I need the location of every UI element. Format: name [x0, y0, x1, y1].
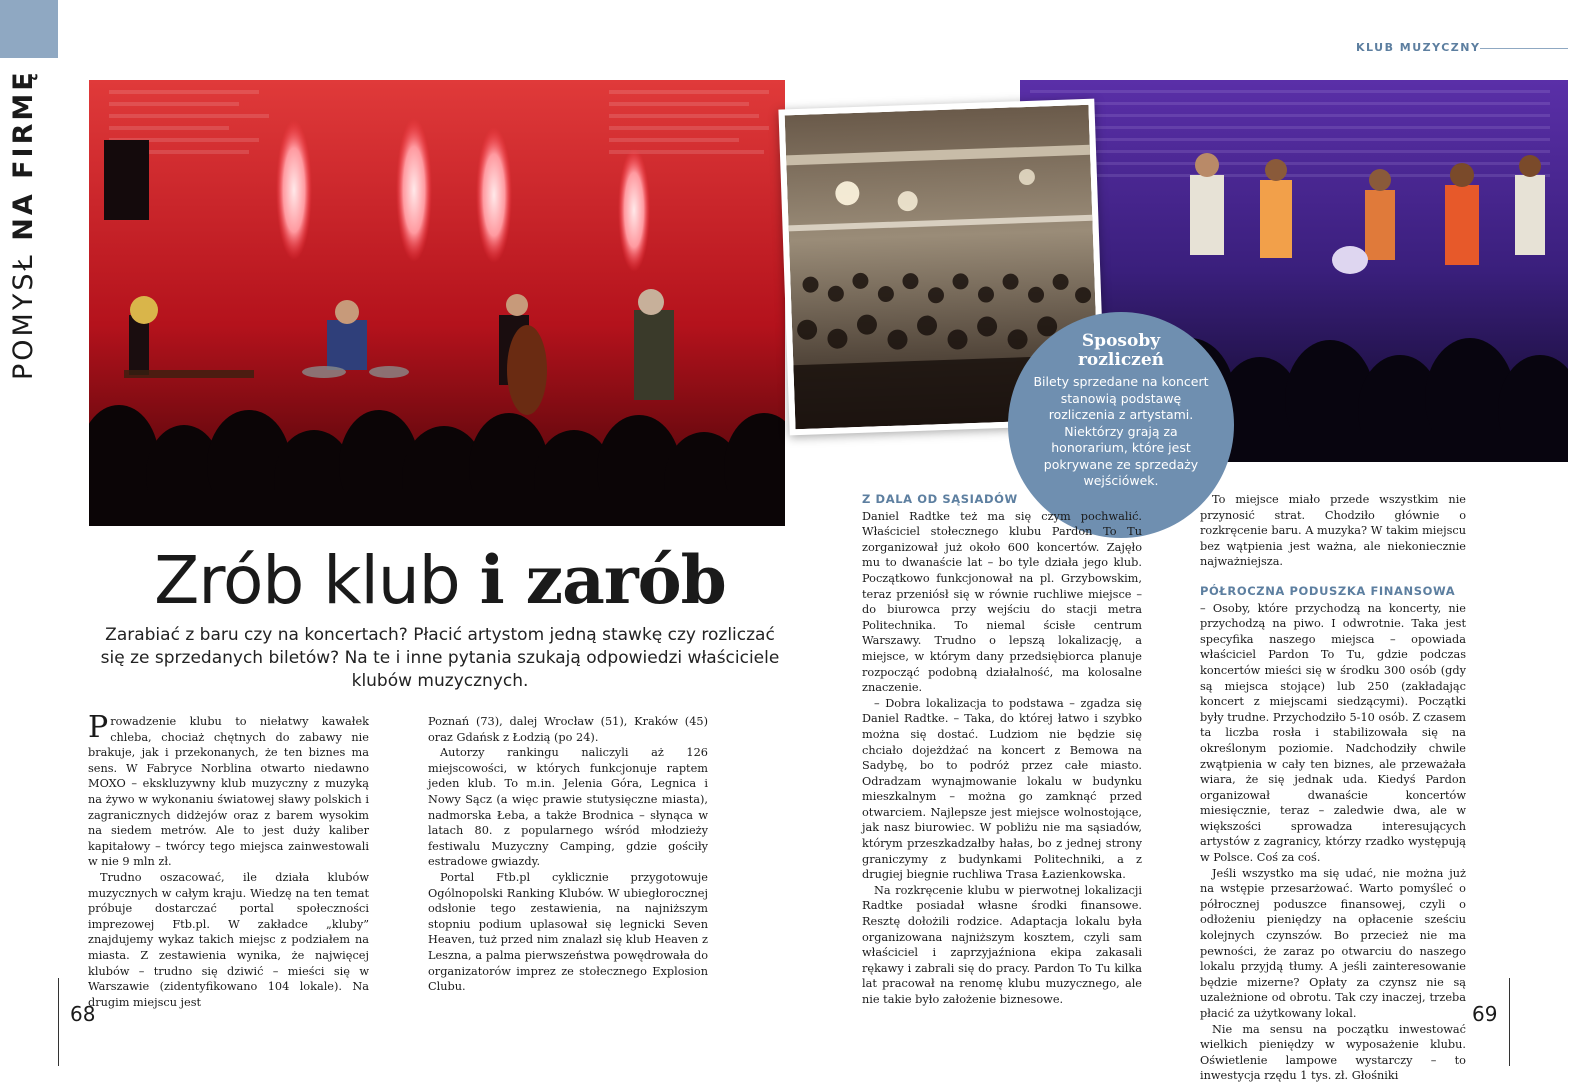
paragraph: Daniel Radtke też ma się czym pochwalić. Właściciel stołecznego klubu Pardon To Tu zorganizował już około 600 koncertów. Zajęło mu to dwanaście lat – bo tyle działa jego klub. Początkowo funkcjonował na pl. Grzybowskim, teraz przeniósł się w równie ruchliwe miejsce – do biurowca przy wejściu do stacji metra Politechnika. To niemal ścisłe centrum Warszawy. Trudno o lepszą lokalizację, a miejsce, w którym dany przedsiębiorca planuje rozpocząć podobną działalność, ma kolosalne znaczenie. [862, 509, 1142, 695]
page-number-left: 68 [70, 1002, 96, 1026]
footer-rule-left [58, 978, 59, 1066]
callout-text: Bilety sprzedane na koncert stanowią podstawę rozliczenia z artystami. Niektórzy grają za honorarium, które jest pokrywane ze sprzedaży wejściówek. [1033, 374, 1209, 488]
paragraph: Nie ma sensu na początku inwestować wielkich pieniędzy w wyposażenie klubu. Oświetlenie lampowe wystarczy – to inwestycja rzędu 1 tys. zł. Głośniki [1200, 1022, 1466, 1083]
section-side-label-bold: NA FIRMĘ [8, 69, 39, 241]
paragraph: Na rozkręcenie klubu w pierwotnej lokalizacji Radtke posiadał własne środki finansowe. Resztę dołożili rodzice. Adaptacja lokalu była organizowana najniższym kosztem, czyli sam właściciel i zaprzyjaźniona ekipa zakasali rękawy i zabrali się do pracy. Pardon To Tu kilka lat pracował na renomę klubu muzycznego, ale nie takie było założenie biznesowe. [862, 883, 1142, 1006]
paragraph: – Osoby, które przychodzą na koncerty, nie przychodzą na piwo. I odwrotnie. Taka jest specyfika naszego miejsca – opowiada właściciel Pardon To Tu, gdzie podczas koncertów mieści się w środku 300 osób (gdy są miejsca stojące) lub 250 (zakładając koncert z miejscami siedzącymi). Początki były trudne. Przychodziło 5-10 osób. Z czasem ta liczba rosła i stabilizowała się na określonym poziomie. Nadchodziły chwile zwątpienia w cały ten biznes, ale przeważała wiara, że się jednak uda. Kiedyś Pardon organizował dwanaście koncertów miesięcznie, teraz – zaledwie dwa, ale w większości sprowadza interesujących artystów z zagranicy, którzy rzadko występują w Polsce. Coś za coś. [1200, 601, 1466, 865]
article-column-4 [1200, 492, 1466, 1084]
article-column-3 [862, 492, 1142, 1008]
paragraph: Jeśli wszystko ma się udać, nie można już na wstępie przesarżować. Warto pomyśleć o półrocznej poduszce finansowej, czyli o odłożeniu pieniędzy na opłacenie sześciu kolejnych czynszów. Bo przecież nie ma pewności, że zaraz po otwarciu do naszego lokalu przyjdą tłumy. A jeśli zainteresowanie będzie mizerne? Opłaty za czynsz nie są uzależnione od obrotu. Tak czy inaczej, trzeba płacić za użytkowany lokal. [1200, 866, 1466, 1020]
article-lede: Zarabiać z baru czy na koncertach? Płacić artystom jedną stawkę czy rozliczać się ze sprzedanych biletów? Na te i inne pytania szukają odpowiedzi właściciele klubów muzycznych. [100, 625, 780, 691]
section-rule [1480, 48, 1568, 49]
article-column-2 [428, 714, 708, 995]
paragraph: Autorzy rankingu naliczyli aż 126 miejscowości, w których funkcjonuje raptem jeden klub. To m.in. Jelenia Góra, Legnica i Nowy Sącz (a więc prawie stutysięczne miasta), nadmorska Łeba, a także Brodnica – słynąca w latach 80. z popularnego wśród młodzieży festiwalu Muzyczny Camping, gdzie gościły estradowe gwiazdy. [428, 746, 708, 869]
article-headline [90, 540, 790, 621]
section-tag: KLUB MUZYCZNY [1356, 41, 1481, 54]
page-number-right: 69 [1472, 1002, 1498, 1026]
section-side-label-thin: POMYSŁ [8, 240, 39, 380]
paragraph: – Dobra lokalizacja to podstawa – zgadza się Daniel Radtke. – Taka, do której łatwo i szybko można się dostać. Ludziom nie będzie się chciało dojeżdżać na koncert z Bemowa na Sadybę, bo to podróż przez całe miasto. Odradzam wynajmowanie lokalu w budynku mieszkalnym – można go zamknąć przed otwarciem. Najlepsze jest miejsce wolnostojące, jak nasz biurowiec. W pobliżu nie ma sąsiadów, którym przeszkadzałby hałas, bo z jednej strony graniczymy z budynkami Politechniki, a z drugiej biegnie ruchliwa Trasa Łazienkowska. [862, 696, 1142, 882]
article-column-1 [88, 710, 369, 1010]
drop-cap: P [88, 710, 109, 745]
subheading: Z DALA OD SĄSIADÓW [862, 492, 1018, 506]
footer-rule-right [1509, 978, 1510, 1066]
subheading: PÓŁROCZNA PODUSZKA FINANSOWA [1200, 583, 1456, 598]
headline-light: Zrób klub [154, 542, 480, 619]
paragraph: Poznań (73), dalej Wrocław (51), Kraków (45) oraz Gdańsk z Łodzią (po 24). [428, 715, 708, 744]
paragraph [88, 710, 369, 870]
concert-photo-red-stage [89, 80, 785, 526]
headline-bold: i zarób [479, 541, 726, 619]
paragraph: Portal Ftb.pl cyklicznie przygotowuje Ogólnopolski Ranking Klubów. W ubiegłorocznej odsłonie tego zestawienia, na najniższym stopniu podium uplasował się legnicki Seven Heaven, tuż przed nim znalazł się klub Heaven z Leszna, a palma pierwszeństwa powędrowała do organizatorów imprez ze stołecznego Explosion Clubu. [428, 870, 708, 994]
section-side-label [8, 69, 39, 380]
callout-title: Sposoby rozliczeń [1077, 331, 1165, 370]
section-color-tab [0, 0, 58, 58]
paragraph-text: rowadzenie klubu to niełatwy kawałek chleba, chociaż chętnych do zabawy nie brakuje, jak i przekonanych, że ten biznes ma sens. W Fabryce Norblina otwarto niedawno MOXO – ekskluzywny klub muzyczny z muzyką na żywo w wykonaniu światowej sławy polskich i zagranicznych didżejów oraz z barem wysokim na siedem metrów. Ale to jest duży kaliber kapitałowy – twórcy tego miejsca zainwestowali w nie 9 mln zł. [88, 715, 369, 869]
paragraph: To miejsce miało przede wszystkim nie przynosić strat. Chodziło głównie o rozkręcenie baru. A muzyka? W takim miejscu bez wątpienia jest ważna, ale niekoniecznie najważniejsza. [1200, 493, 1466, 569]
paragraph: Trudno oszacować, ile działa klubów muzycznych w całym kraju. Wiedzę na ten temat próbuje dostarczać portal społeczności imprezowej Ftb.pl. W zakładce „kluby” znajdujemy wykaz takich miejsc z podziałem na miasta. Z zestawienia wynika, że najwięcej klubów – trudno się dziwić – mieści się w Warszawie (zidentyfikowano 104 lokale). Na drugim miejscu jest [88, 870, 369, 1009]
